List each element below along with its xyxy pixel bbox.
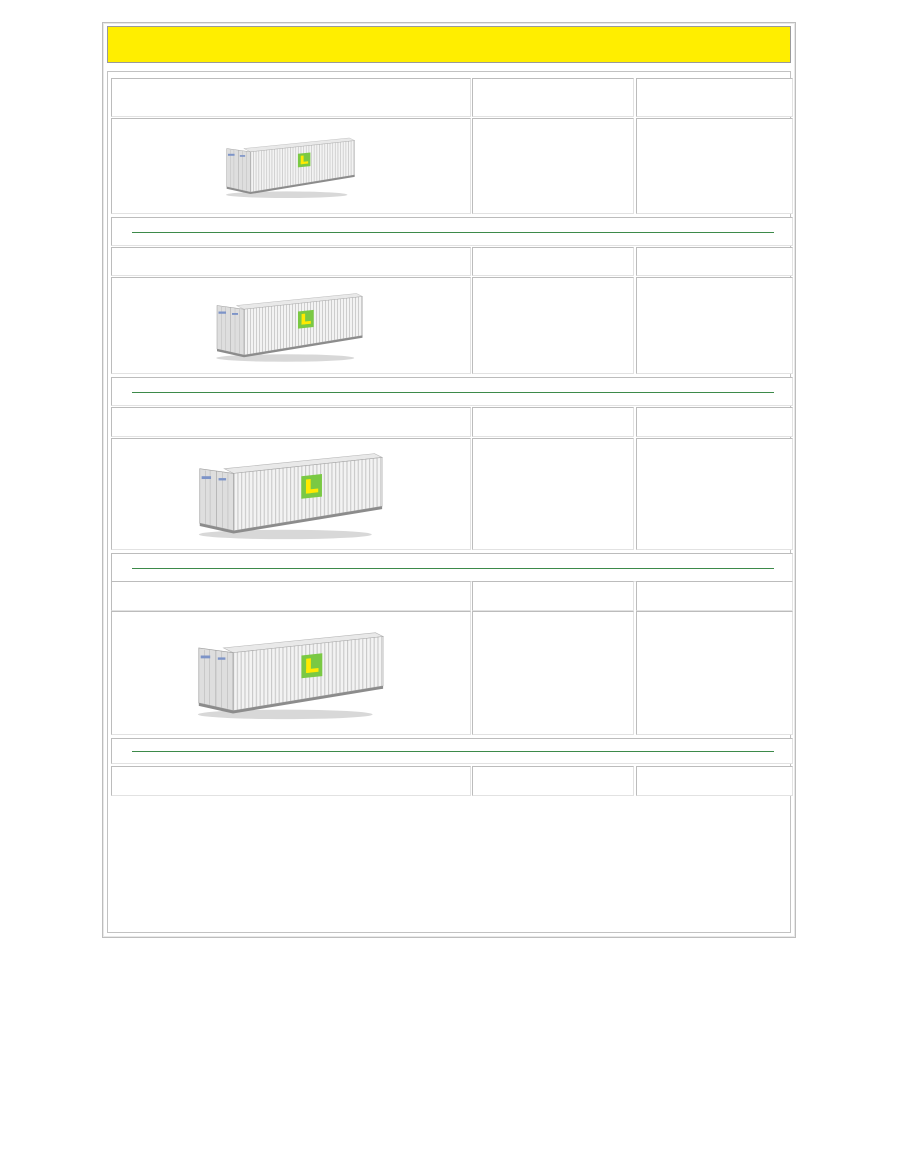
- heading-spacer-cell: [636, 581, 793, 611]
- green-divider-line: [132, 568, 774, 569]
- outside-dimensions: [636, 611, 793, 735]
- equipment-table: [107, 71, 791, 933]
- section-separator: [111, 217, 793, 246]
- page-frame: [102, 22, 796, 938]
- page-title: [107, 26, 791, 63]
- outside-dimensions: [636, 118, 793, 214]
- heading-spacer-cell: [636, 766, 793, 796]
- section-separator: [111, 738, 793, 764]
- section-separator: [111, 377, 793, 406]
- shipping-container-image: [214, 289, 364, 364]
- container-image-cell: [111, 118, 471, 214]
- container-heading: [111, 78, 471, 117]
- heading-spacer-cell: [472, 766, 634, 796]
- shipping-container-image: [196, 448, 384, 542]
- outside-dimensions: [636, 277, 793, 374]
- section-separator: [111, 553, 793, 582]
- inside-dimensions: [472, 118, 634, 214]
- container-heading: [111, 407, 471, 437]
- outside-dimensions: [636, 438, 793, 550]
- green-divider-line: [132, 232, 774, 233]
- container-heading: [111, 247, 471, 276]
- heading-spacer-cell: [472, 581, 634, 611]
- inside-dimensions: [472, 438, 634, 550]
- container-heading: [111, 766, 471, 796]
- heading-spacer-cell: [472, 78, 634, 117]
- container-image-cell: [111, 611, 471, 735]
- shipping-container-image: [224, 134, 356, 200]
- heading-spacer-cell: [636, 78, 793, 117]
- heading-spacer-cell: [472, 407, 634, 437]
- heading-spacer-cell: [636, 407, 793, 437]
- inside-dimensions: [472, 277, 634, 374]
- container-image-cell: [111, 438, 471, 550]
- container-image-cell: [111, 277, 471, 374]
- green-divider-line: [132, 392, 774, 393]
- shipping-container-image: [195, 627, 385, 722]
- green-divider-line: [132, 751, 774, 752]
- heading-spacer-cell: [472, 247, 634, 276]
- container-heading: [111, 581, 471, 611]
- inside-dimensions: [472, 611, 634, 735]
- heading-spacer-cell: [636, 247, 793, 276]
